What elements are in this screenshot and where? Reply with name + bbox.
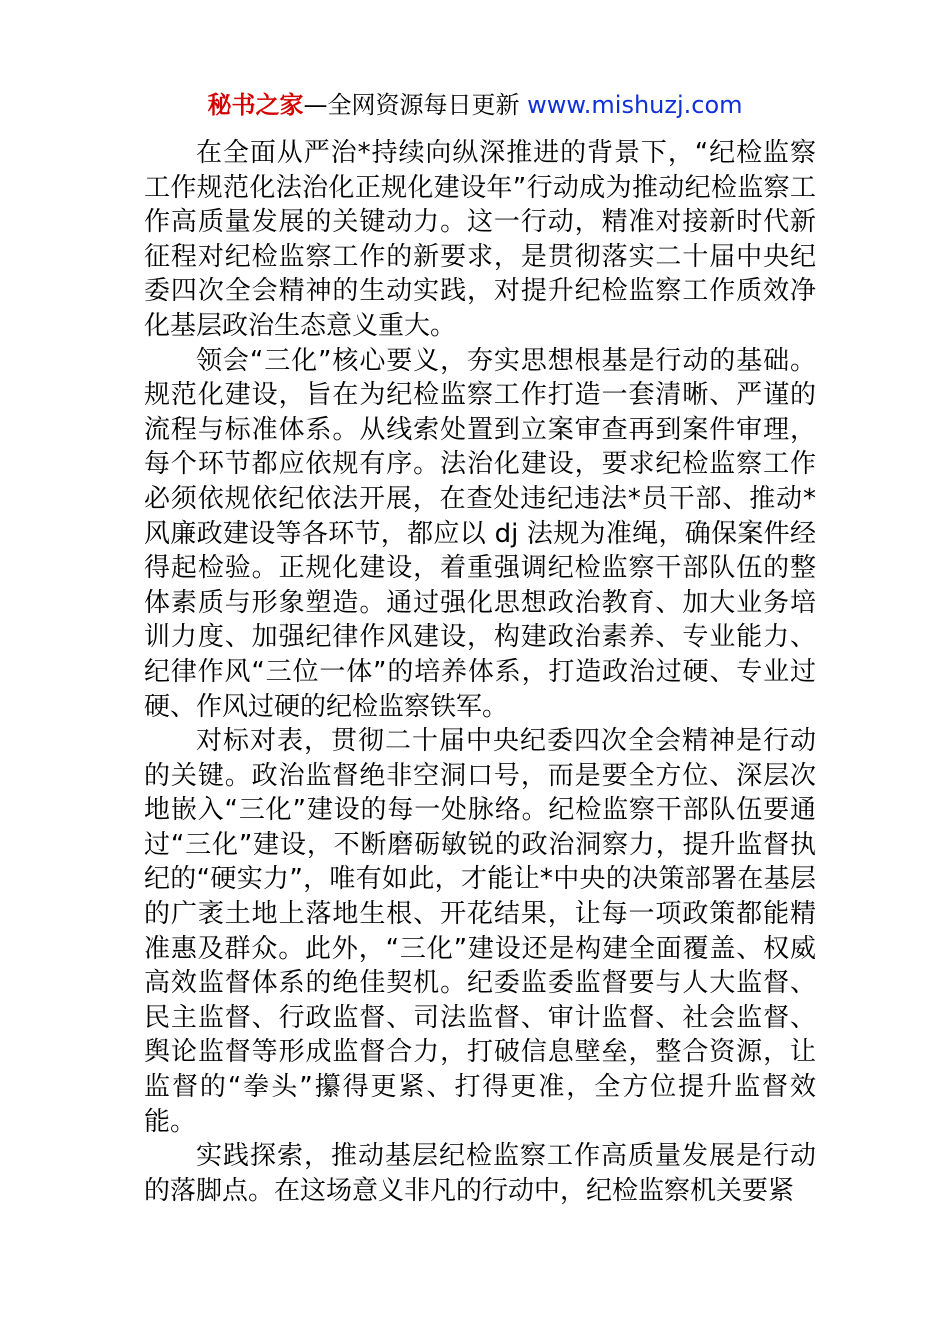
site-header bbox=[0, 88, 950, 122]
paragraph-4: 实践探索，推动基层纪检监察工作高质量发展是行动的落脚点。在这场意义非凡的行动中，纪检监察机关要紧 bbox=[144, 1141, 816, 1206]
site-brand: 秘书之家 bbox=[207, 91, 304, 119]
paragraph-2: 领会“三化”核心要义，夯实思想根基是行动的基础。规范化建设，旨在为纪检监察工作打造一套清晰、严谨的流程与标准体系。从线索处置到立案审查再到案件审理，每个环节都应依规有序。法治化建设，要求纪检监察工作必须依规依纪依法开展，在查处违纪违法*员干部、推动*风廉政建设等各环节，都应以 dj 法规为准绳，确保案件经得起检验。正规化建设，着重强调纪检监察干部队伍的整体素质与形象塑造。通过强化思想政治教育、加大业务培训力度、加强纪律作风建设，构建政治素养、专业能力、纪律作风“三位一体”的培养体系，打造政治过硬、专业过硬、作风过硬的纪检监察铁军。 bbox=[144, 345, 816, 722]
site-url-link[interactable]: www.mishuzj.com bbox=[519, 91, 743, 119]
document-body bbox=[144, 136, 816, 1208]
paragraph-3: 对标对表，贯彻二十届中央纪委四次全会精神是行动的关键。政治监督绝非空洞口号，而是要全方位、深层次地嵌入“三化”建设的每一处脉络。纪检监察干部队伍要通过“三化”建设，不断磨砺敏锐的政治洞察力，提升监督执纪的“硬实力”，唯有如此，才能让*中央的决策部署在基层的广袤土地上落地生根、开花结果，让每一项政策都能精准惠及群众。此外，“三化”建设还是构建全面覆盖、权威高效监督体系的绝佳契机。纪委监委监督要与人大监督、民主监督、行政监督、司法监督、审计监督、社会监督、舆论监督等形成监督合力，打破信息壁垒，整合资源，让监督的“拳头”攥得更紧、打得更准，全方位提升监督效能。 bbox=[144, 726, 816, 1137]
paragraph-1: 在全面从严治*持续向纵深推进的背景下，“纪检监察工作规范化法治化正规化建设年”行动成为推动纪检监察工作高质量发展的关键动力。这一行动，精准对接新时代新征程对纪检监察工作的新要求，是贯彻落实二十届中央纪委四次全会精神的生动实践，对提升纪检监察工作质效净化基层政治生态意义重大。 bbox=[144, 138, 816, 341]
site-slogan: —全网资源每日更新 bbox=[303, 91, 520, 119]
